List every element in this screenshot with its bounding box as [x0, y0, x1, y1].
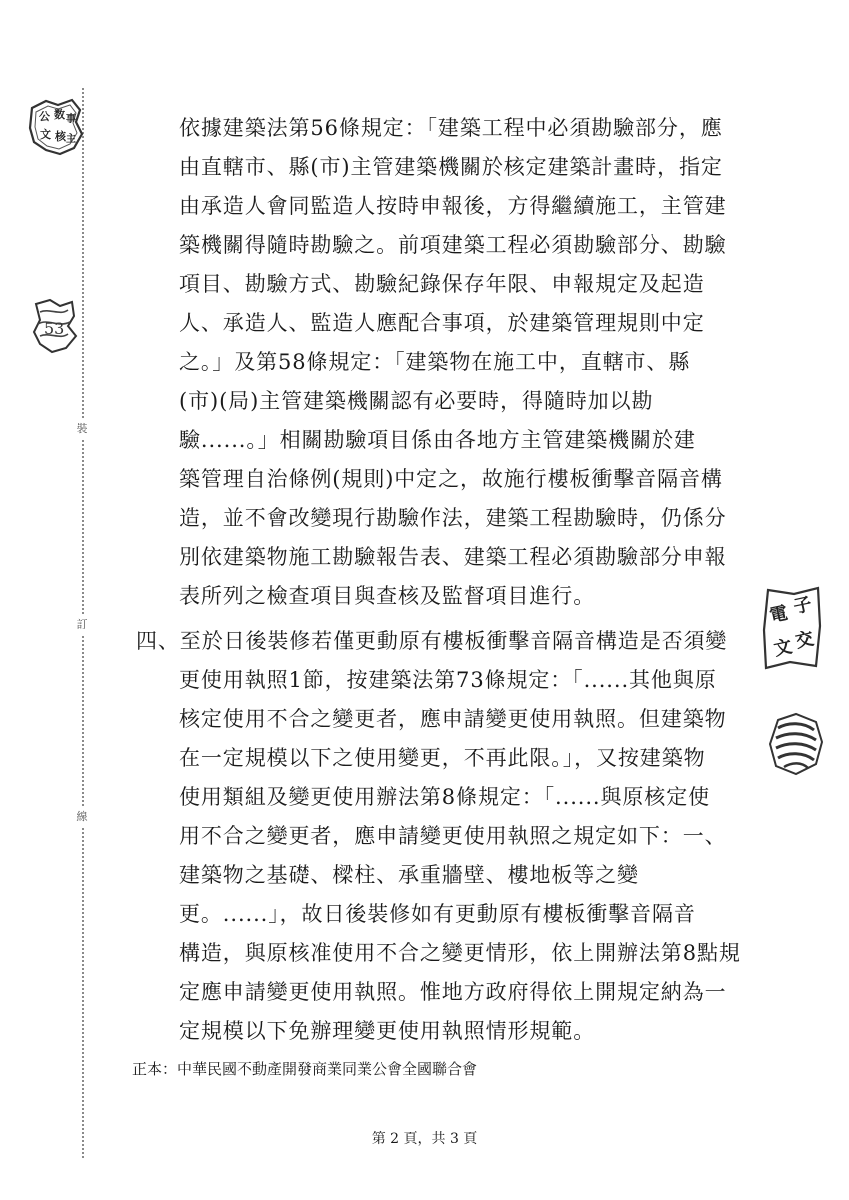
receipt-number-stamp	[30, 298, 78, 354]
page-number-footer: 第 2 頁，共 3 頁	[371, 1131, 478, 1147]
item-four-line-2: 更使用執照1節，按建築法第73條規定：「......其他與原	[179, 668, 717, 692]
item-four-line-10: 定應申請變更使用執照。惟地方政府得依上開規定納為一	[179, 980, 727, 1004]
body-line-5: 項目、勘驗方式、勘驗紀錄保存年限、申報規定及起造	[179, 272, 705, 296]
fingerprint-seal-stamp	[768, 712, 824, 776]
item-four-line-1: 四、至於日後裝修若僅更動原有樓板衝擊音隔音構造是否須變	[136, 629, 728, 653]
body-line-12: 別依建築物施工勘驗報告表、建築工程必須勘驗部分申報	[179, 545, 727, 569]
svg-text:事: 事	[66, 114, 76, 125]
svg-text:交: 交	[793, 628, 816, 653]
svg-text:数: 数	[54, 108, 65, 121]
body-line-1: 依據建築法第56條規定：「建築工程中必須勘驗部分，應	[179, 116, 723, 140]
svg-text:文: 文	[772, 636, 795, 661]
item-four-line-11: 定規模以下免辦理變更使用執照情形規範。	[179, 1019, 596, 1043]
recipient-original-line: 正本：中華民國不動產開發商業同業公會全國聯合會	[132, 1060, 478, 1078]
svg-text:核: 核	[55, 130, 66, 143]
item-four-line-7: 建築物之基礎、樑柱、承重牆壁、樓地板等之變	[179, 863, 639, 887]
svg-text:53: 53	[44, 319, 65, 338]
item-four-line-9: 構造，與原核准使用不合之變更情形，依上開辦法第8點規	[179, 941, 741, 965]
body-line-10: 築管理自治條例(規則)中定之，故施行樓板衝擊音隔音構	[179, 467, 723, 491]
body-line-13: 表所列之檢查項目與查核及監督項目進行。	[179, 584, 596, 608]
svg-text:電: 電	[767, 602, 790, 627]
svg-text:子: 子	[791, 593, 814, 619]
item-four-line-5: 使用類組及變更使用辦法第8條規定：「......與原核定使	[179, 785, 711, 809]
body-line-8: (市)(局)主管建築機關認有必要時，得隨時加以勘	[179, 389, 654, 413]
body-line-11: 造，並不會改變現行勘驗作法，建築工程勘驗時，仍係分	[179, 506, 727, 530]
item-four-line-4: 在一定規模以下之使用變更，不再此限。」，又按建築物	[179, 746, 706, 770]
body-line-3: 由承造人會同監造人按時申報後，方得繼續施工，主管建	[179, 194, 727, 218]
item-four-line-3: 核定使用不合之變更者，應申請變更使用執照。但建築物	[179, 707, 727, 731]
body-line-2: 由直轄市、縣(市)主管建築機關於核定建築計畫時，指定	[179, 155, 723, 179]
svg-text:主: 主	[66, 134, 76, 145]
item-four-line-6: 用不合之變更者，應申請變更使用執照之規定如下：一、	[179, 824, 727, 848]
svg-text:公: 公	[39, 110, 50, 123]
svg-text:文: 文	[40, 128, 51, 141]
body-line-4: 築機關得隨時勘驗之。前項建築工程必須勘驗部分、勘驗	[179, 233, 727, 257]
electronic-exchange-stamp	[760, 586, 824, 670]
body-line-7: 之。」及第58條規定：「建築物在施工中，直轄市、縣	[179, 350, 691, 374]
binding-mark-ding: 訂	[74, 614, 90, 634]
official-seal-stamp	[28, 98, 84, 156]
binding-mark-zhuang: 裝	[74, 418, 90, 438]
body-line-9: 驗......。」相關勘驗項目係由各地方主管建築機關於建	[179, 428, 696, 452]
binding-mark-xian: 線	[74, 806, 90, 826]
item-four-line-8: 更。......」，故日後裝修如有更動原有樓板衝擊音隔音	[179, 902, 696, 926]
body-line-6: 人、承造人、監造人應配合事項，於建築管理規則中定	[179, 311, 705, 335]
